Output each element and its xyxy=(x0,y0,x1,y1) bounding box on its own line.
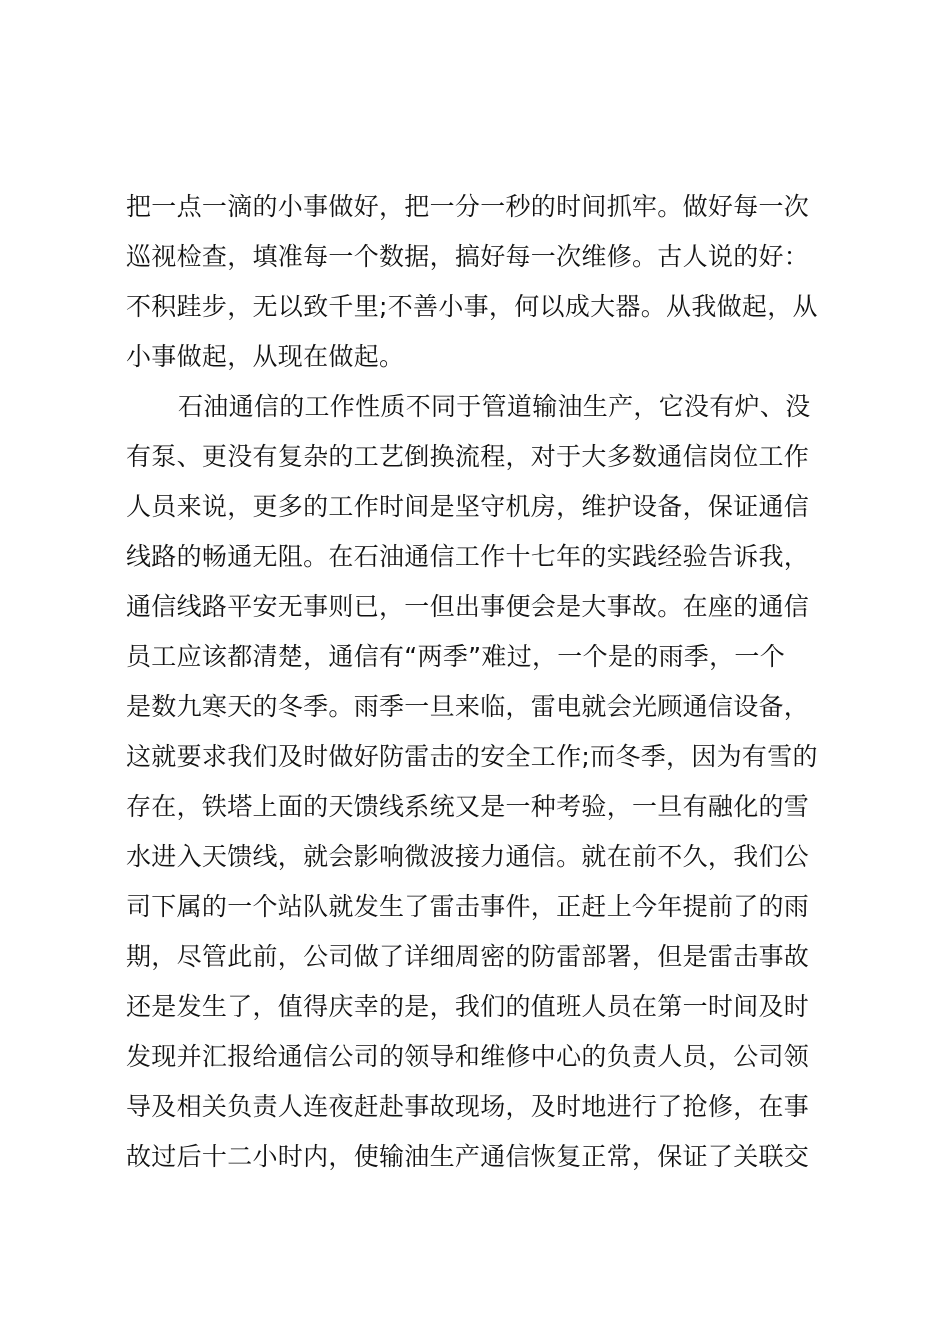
text-line-16: 期，尽管此前，公司做了详细周密的防雷部署，但是雷击事故 xyxy=(126,942,810,971)
text-line-9: 通信线路平安无事则已，一但出事便会是大事故。在座的通信 xyxy=(126,592,810,621)
document-body xyxy=(126,182,836,1182)
text-line-14: 水进入天馈线，就会影响微波接力通信。就在前不久，我们公 xyxy=(126,842,810,871)
text-line-3: 不积跬步，无以致千里;不善小事，何以成大器。从我做起，从 xyxy=(126,292,818,321)
text-line-15: 司下属的一个站队就发生了雷击事件，正赶上今年提前了的雨 xyxy=(126,892,810,921)
text-line-19: 导及相关负责人连夜赶赴事故现场，及时地进行了抢修，在事 xyxy=(126,1092,810,1121)
text-line-11: 是数九寒天的冬季。雨季一旦来临，雷电就会光顾通信设备， xyxy=(126,692,810,721)
text-line-17: 还是发生了，值得庆幸的是，我们的值班人员在第一时间及时 xyxy=(126,992,810,1021)
text-line-12: 这就要求我们及时做好防雷击的安全工作;而冬季，因为有雪的 xyxy=(126,742,818,771)
text-line-7: 人员来说，更多的工作时间是坚守机房，维护设备，保证通信 xyxy=(126,492,810,521)
paragraph-start-line: 石油通信的工作性质不同于管道输油生产，它没有炉、没 xyxy=(178,392,811,421)
text-line-1: 把一点一滴的小事做好，把一分一秒的时间抓牢。做好每一次 xyxy=(126,192,810,221)
text-line-18: 发现并汇报给通信公司的领导和维修中心的负责人员，公司领 xyxy=(126,1042,810,1071)
text-line-13: 存在，铁塔上面的天馈线系统又是一种考验，一旦有融化的雪 xyxy=(126,792,810,821)
text-line-2: 巡视检查，填准每一个数据，搞好每一次维修。古人说的好： xyxy=(126,242,810,271)
text-line-6: 有泵、更没有复杂的工艺倒换流程，对于大多数通信岗位工作 xyxy=(126,442,810,471)
text-line-20: 故过后十二小时内，使输油生产通信恢复正常，保证了关联交 xyxy=(126,1142,810,1171)
text-line-4: 小事做起，从现在做起。 xyxy=(126,342,405,371)
text-line-8: 线路的畅通无阻。在石油通信工作十七年的实践经验告诉我， xyxy=(126,542,810,571)
text-line-10: 员工应该都清楚，通信有“两季”难过，一个是的雨季，一个 xyxy=(126,642,786,671)
